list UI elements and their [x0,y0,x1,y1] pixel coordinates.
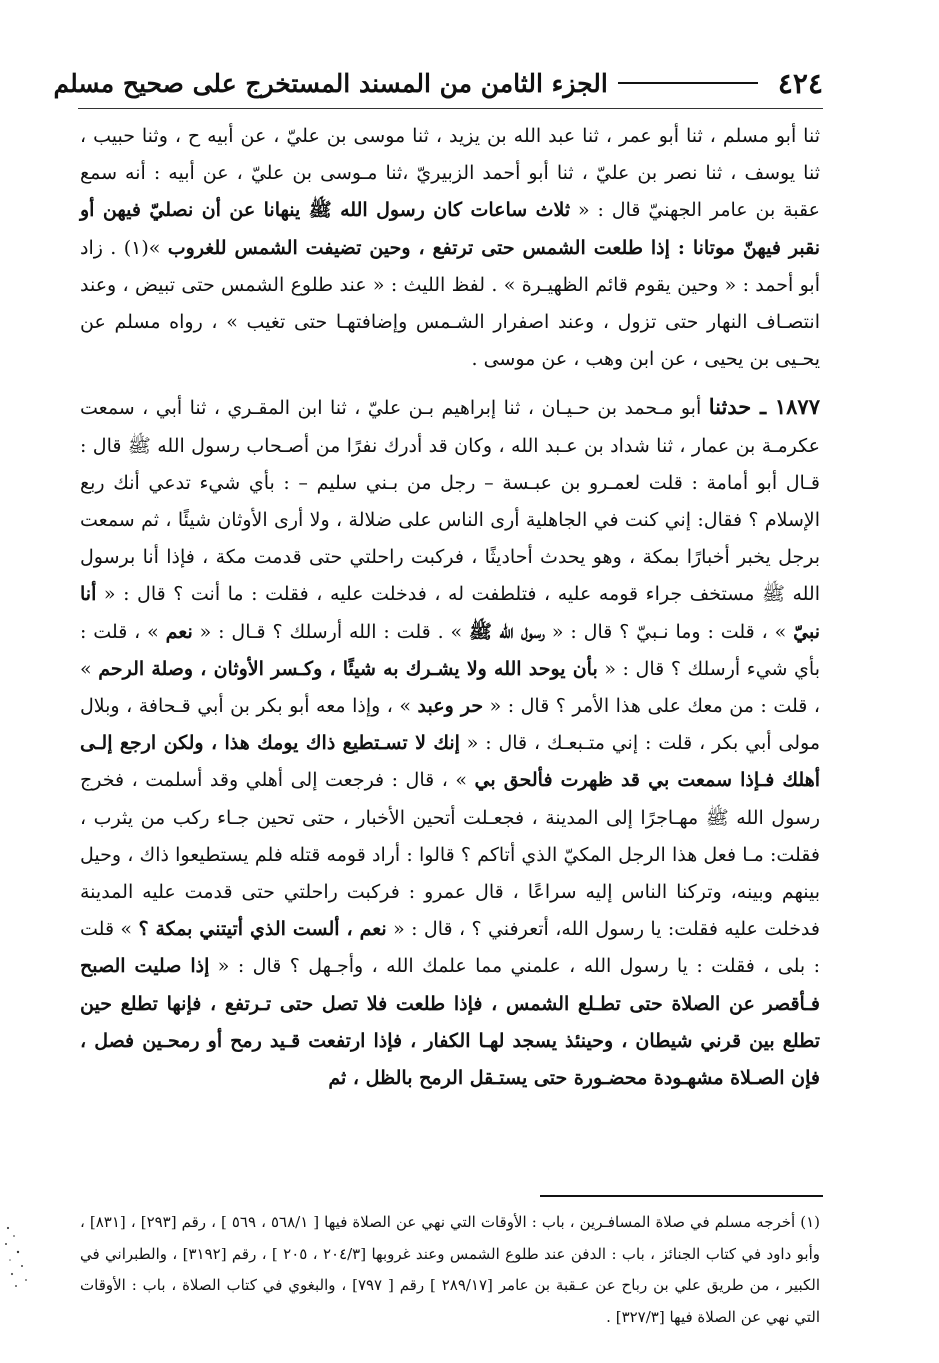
hadith-matn-bold: نعم ، ألست الذي أتيتني بمكة ؟ [138,918,387,941]
footnote-divider [540,1195,823,1197]
text-run: » ، وإذا معه أبو بكر بن أبي قـحافة ، وبلال مولى أبي بكر ، قلت : إني متـبعـك ، قال : « [80,695,820,755]
running-title: الجزء الثامن من المسند المستخرج على صحيح مسلم [53,68,608,98]
text-run: »(١) . زاد أبو أحمد : « وحين يقوم قائم الظهيـرة » . لفظ الليث : « عند طلوع الشمس حتى تبيض ، وعند انتصـاف النهار حتى تزول ، وعند اصفرار الشـمس وإضافتهـا حتى تغيب » ، رواه مسلم عن يحـيى بن يحيى ، عن ابن وهب ، عن موسى . [80,236,820,371]
paragraph-hadith-1876-continuation [80,118,820,378]
scan-edge-speckle [0,1222,40,1292]
hadith-number: ١٨٧٧ ـ حدثنا [708,394,820,420]
hadith-matn-bold: بأن يوحد الله ولا يشـرك به شيئًا ، وكـسر الأوثان ، وصلة الرحم [98,657,598,680]
text-run: ثنا أبو مسلم ، ثنا أبو عمر ، ثنا عبد الله بن يزيد ، ثنا موسى بن عليّ ، عن أبيه ح ، وثنا حبيب ، ثنا يوسف ، ثنا نصر بن عليّ ، ثنا أبو أحمد الزبيريّ ،ثنا مـوسى بن عليّ ، عن أبيه : أنه سمع عقبة بن عامر الجهنيّ قال : « [80,125,820,222]
text-run: » ، قلت : من معك على هذا الأمر ؟ قال : « [80,657,820,718]
footnotes [80,1207,820,1333]
hadith-matn-bold: ثلاث ساعات كان رسول الله ﷺ ينهانا عن أن نصليّ فيهن أو نقبر فيهنّ موتانا : إذا طلعت الشمس حتى ترتفع ، وحين تضيفت الشمس للغروب [80,199,821,259]
page-header [53,58,823,108]
hadith-matn-bold: رسول الله ﷺ [468,620,546,643]
hadith-matn-bold: نعم [165,620,193,643]
text-run: أبو مـحمد بن حـيـان ، ثنا إبراهيم بـن عليّ ، ثنا ابن المقـري ، ثنا أبي ، سمعت عكرمـة بن عمار ، ثنا شداد بن عـبد الله ، وكان قد أدرك نفرًا من أصـحاب رسول الله ﷺ قال : قـال أبو أمامة : قلت لعمـرو بن عبـسة – رجل من بـني سليم – : بأي شيء تدعي أنك ربع الإسلام ؟ فقال: إني كنت في الجاهلية أرى الناس على ضلالة ، ولا أرى الأوثان شيئًا ، ثم سمعت برجل يخبر أخبارًا بمكة ، وهو يحدث أحاديثًا ، فركبت راحلتي حتى قدمت مكة ، فإذا أنا برسول الله ﷺ مستخف جراء قومه عليه ، فتلطفت له ، فدخلت عليه ، فقلت : ما أنت ؟ قال : « [80,397,821,606]
text-run: » ، قال : فرجعت إلى أهلي وقد أسلمت ، فخرج رسول الله ﷺ مهـاجرًا إلى المدينة ، فجعـلت أتحين الأخبار ، حتى تحين جـاء ركب من يثرب ، فقلت: مـا فعل هذا الرجل المكيّ الذي أتاكم ؟ قالوا : أراد قومه قتله فلم يستطيعوا ذاك ، وحيل بينهم وبينه، وتركنا الناس إليه سراعًا ، قال عمرو : فركبت راحلتي حتى قدمت عليه المدينة فدخلت عليه فقلت: يا رسول الله، أتعرفني ؟ ، قال : « [80,769,820,941]
header-rule [618,82,758,84]
main-text [80,118,820,1097]
text-run: » . قلت : الله أرسلك ؟ قـال : « [192,620,469,643]
text-run: » ، قلت : وما نـبيّ ؟ قال : « [545,620,794,643]
hadith-matn-bold: إنك لا تسـتطيع ذاك يومك هذا ، ولكن ارجع إلـى أهلك فـإذا سمعت بي قد ظهرت فألحق بي [80,732,820,792]
hadith-matn-bold: إذا صليت الصبح فـأقصر عن الصلاة حتى تطـلع الشمس ، فإذا طلعت فلا تصل حتى تـرتفع ، فإنها تطلع حين تطلع بين قرني شيطان ، وحينئذ يسجد لهـا الكفار ، فإذا ارتفعت قـيد رمح أو رمحـين فصل ، فإن الصـلاة مشهـودة محضـورة حتى يستـقل الرمح بالظل ، ثم [80,955,820,1090]
text-run: » قلت : بلى ، فقلت : يا رسول الله ، علمني مما علمك الله ، وأجـهل ؟ قال : « [80,918,820,978]
hadith-matn-bold: حر وعبد [417,695,484,718]
page-number: ٤٢٤ [777,66,823,100]
footnote-1: (١) أخرجه مسلم في صلاة المسافـرين ، باب : الأوقات التي نهي عن الصلاة فيها [ ٥٦٨/١ ، ٥٦٩ ] ، رقم [٢٩٣] ، [٨٣١] ، وأبو داود في كتاب الجنائز ، باب : الدفن عند طلوع الشمس وعند غروبها [٢٠٤/٣ ، ٢٠٥ ] ، رقم [٣١٩٢] ، والطبراني في الكبير ، من طريق علي بن رباح عن عـقبة بن عامر [٢٨٩/١٧ ] رقم [ ٧٩٧] ، والبغوي في كتاب الصلاة ، باب : الأوقات التي نهي عن الصلاة فيها [٣٢٧/٣] . [80,1213,821,1326]
header-divider [78,108,823,109]
hadith-matn-bold: أنا نبيّ [80,583,820,643]
text-run: » ، قلت : بأي شيء أرسلك ؟ قال : « [80,620,820,680]
paragraph-hadith-1877 [80,388,820,1097]
